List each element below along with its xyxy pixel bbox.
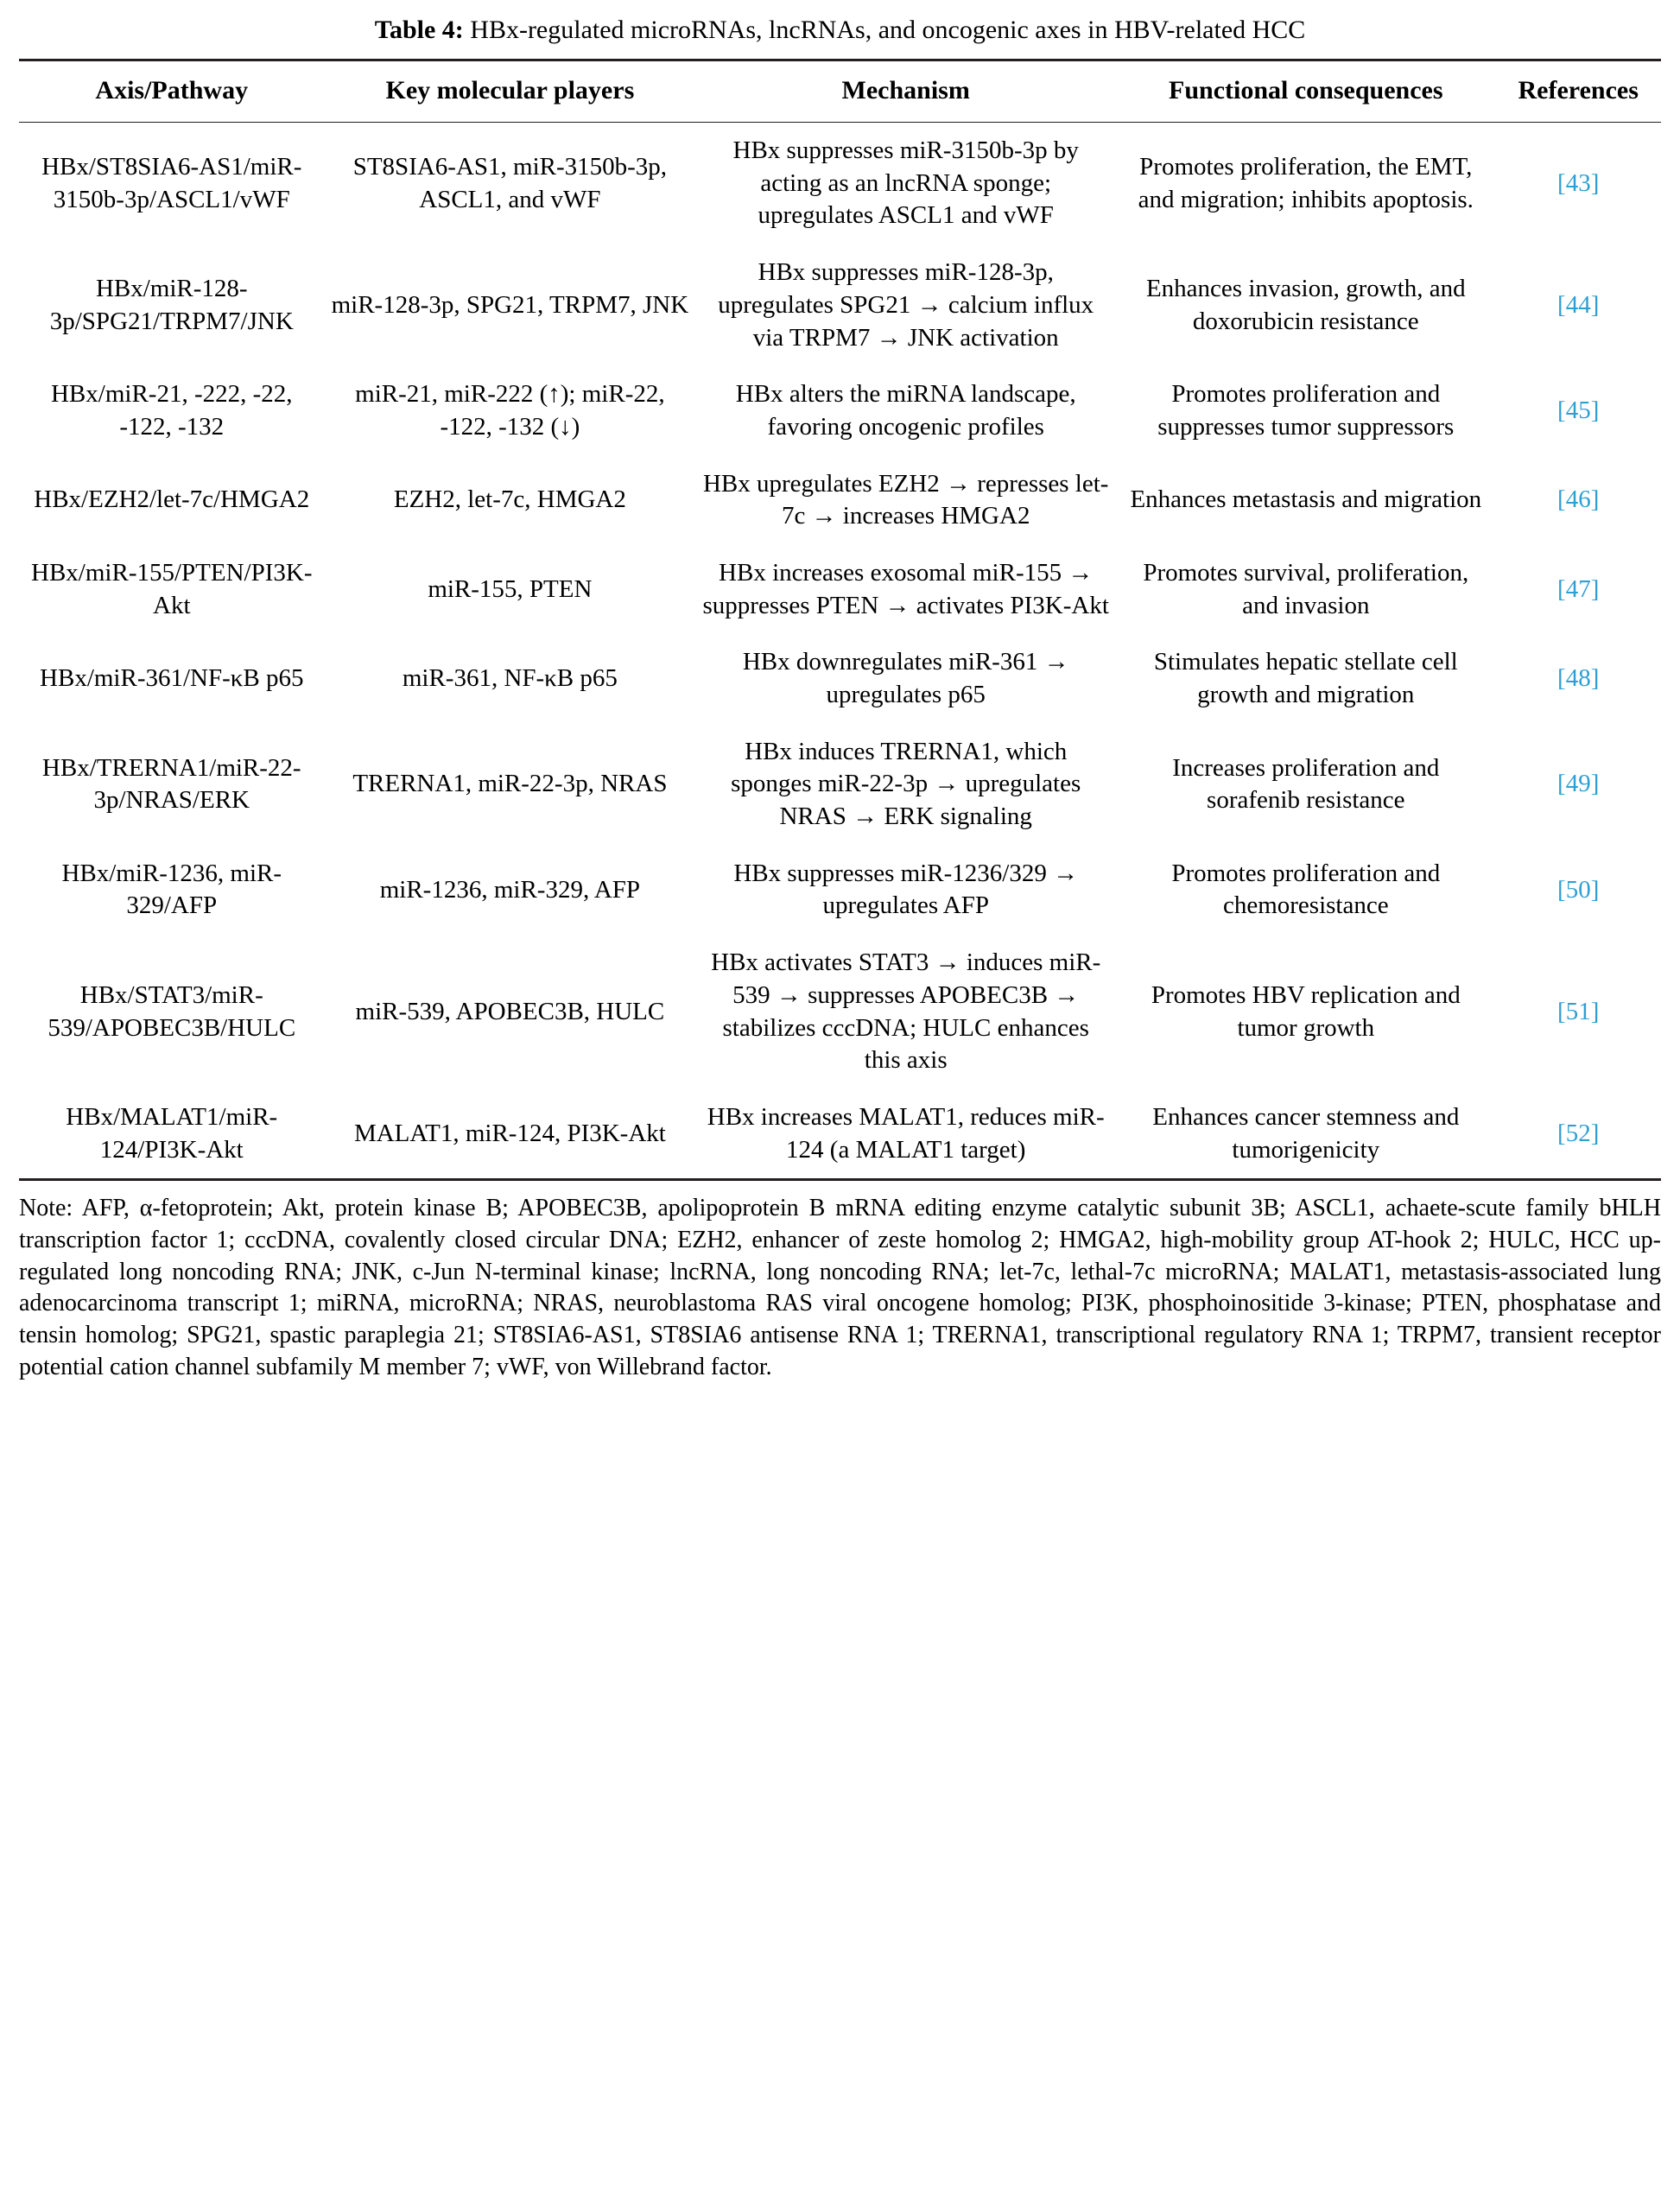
table-row bbox=[19, 634, 1661, 723]
cell-reference bbox=[1495, 724, 1661, 846]
cell-mechanism: HBx suppresses miR-3150b-3p by acting as an lncRNA sponge; upregulates ASCL1 and vWF bbox=[732, 136, 1079, 230]
cell-axis: HBx/TRERNA1/miR-22-3p/NRAS/ERK bbox=[41, 753, 301, 815]
cell-consequences: Enhances metastasis and migration bbox=[1130, 485, 1482, 514]
cell-mechanism: HBx activates STAT3 → induces miR-539 → suppresses APOBEC3B → stabilizes cccDNA; HULC enhances this axis bbox=[711, 948, 1101, 1075]
cell-players: miR-21, miR-222 (↑); miR-22, -122, -132 (↓) bbox=[355, 380, 665, 441]
cell-consequences: Promotes proliferation, the EMT, and migration; inhibits apoptosis. bbox=[1138, 152, 1474, 213]
table-row bbox=[19, 1089, 1661, 1180]
table-row bbox=[19, 123, 1661, 245]
cell-mechanism: HBx alters the miRNA landscape, favoring oncogenic profiles bbox=[735, 380, 1076, 441]
table-body bbox=[19, 123, 1661, 1180]
cell-axis: HBx/miR-128-3p/SPG21/TRPM7/JNK bbox=[49, 275, 294, 335]
cell-players: ST8SIA6-AS1, miR-3150b-3p, ASCL1, and vWF bbox=[352, 152, 668, 213]
table-caption-label: Table 4: bbox=[374, 16, 464, 44]
cell-axis: HBx/EZH2/let-7c/HMGA2 bbox=[34, 485, 310, 514]
cell-mechanism: HBx upregulates EZH2 → represses let-7c → increases HMGA2 bbox=[702, 469, 1109, 530]
reference-link[interactable]: [52] bbox=[1557, 1119, 1600, 1147]
cell-consequences: Stimulates hepatic stellate cell growth and migration bbox=[1153, 648, 1458, 709]
cell-mechanism: HBx suppresses miR-1236/329 → upregulates AFP bbox=[733, 859, 1079, 920]
table-row bbox=[19, 545, 1661, 634]
table-caption bbox=[19, 14, 1661, 47]
column-header-references: References bbox=[1495, 60, 1661, 123]
cell-mechanism: HBx suppresses miR-128-3p, upregulates SPG21 → calcium influx via TRPM7 → JNK activation bbox=[718, 258, 1094, 352]
cell-players: miR-1236, miR-329, AFP bbox=[379, 875, 641, 904]
cell-axis: HBx/miR-21, -222, -22, -122, -132 bbox=[50, 380, 293, 441]
cell-players: miR-155, PTEN bbox=[428, 574, 593, 603]
reference-link[interactable]: [47] bbox=[1557, 574, 1600, 603]
cell-axis: HBx/STAT3/miR-539/APOBEC3B/HULC bbox=[48, 980, 296, 1042]
reference-link[interactable]: [44] bbox=[1557, 290, 1600, 319]
cell-consequences: Promotes HBV replication and tumor growth bbox=[1151, 980, 1461, 1042]
cell-mechanism: HBx induces TRERNA1, which sponges miR-22-3p → upregulates NRAS → ERK signaling bbox=[731, 737, 1081, 831]
cell-reference bbox=[1495, 123, 1661, 245]
cell-players: miR-128-3p, SPG21, TRPM7, JNK bbox=[331, 290, 689, 319]
reference-link[interactable]: [48] bbox=[1557, 664, 1600, 693]
cell-mechanism: HBx downregulates miR-361 → upregulates p65 bbox=[742, 648, 1069, 709]
cell-players: EZH2, let-7c, HMGA2 bbox=[393, 485, 626, 514]
cell-consequences: Increases proliferation and sorafenib resistance bbox=[1172, 753, 1440, 815]
column-header-axis: Axis/Pathway bbox=[19, 60, 325, 123]
column-header-players: Key molecular players bbox=[325, 60, 696, 123]
reference-link[interactable]: [51] bbox=[1557, 997, 1600, 1025]
reference-link[interactable]: [49] bbox=[1557, 770, 1600, 798]
column-header-consequences: Functional consequences bbox=[1116, 60, 1495, 123]
cell-mechanism: HBx increases MALAT1, reduces miR-124 (a MALAT1 target) bbox=[695, 1089, 1116, 1180]
cell-players: miR-361, NF-κB p65 bbox=[402, 664, 618, 693]
table-caption-text: HBx-regulated microRNAs, lncRNAs, and oncogenic axes in HBV-related HCC bbox=[470, 16, 1306, 44]
cell-axis: HBx/miR-361/NF-κB p65 bbox=[40, 664, 304, 693]
table-header-row bbox=[19, 60, 1661, 123]
column-header-mechanism: Mechanism bbox=[695, 60, 1116, 123]
table-row bbox=[19, 935, 1661, 1089]
cell-players: TRERNA1, miR-22-3p, NRAS bbox=[352, 770, 668, 798]
cell-consequences: Promotes proliferation and suppresses tumor suppressors bbox=[1157, 380, 1455, 441]
reference-link[interactable]: [46] bbox=[1557, 485, 1600, 514]
cell-reference bbox=[1495, 366, 1661, 455]
cell-consequences: Promotes survival, proliferation, and invasion bbox=[1143, 558, 1469, 619]
table-row bbox=[19, 366, 1661, 455]
table-header bbox=[19, 60, 1661, 123]
cell-consequences: Enhances invasion, growth, and doxorubicin resistance bbox=[1145, 275, 1466, 335]
cell-reference bbox=[1495, 1089, 1661, 1180]
cell-consequences: Enhances cancer stemness and tumorigenicity bbox=[1116, 1089, 1495, 1180]
cell-axis: HBx/MALAT1/miR-124/PI3K-Akt bbox=[19, 1089, 325, 1180]
reference-link[interactable]: [45] bbox=[1557, 396, 1600, 425]
cell-reference bbox=[1495, 935, 1661, 1089]
cell-reference bbox=[1495, 244, 1661, 366]
table-row bbox=[19, 846, 1661, 935]
table-row bbox=[19, 456, 1661, 545]
cell-players: miR-539, APOBEC3B, HULC bbox=[355, 997, 665, 1025]
cell-reference bbox=[1495, 456, 1661, 545]
cell-axis: HBx/miR-155/PTEN/PI3K-Akt bbox=[31, 558, 313, 619]
data-table bbox=[19, 59, 1661, 1182]
cell-axis: HBx/miR-1236, miR-329/AFP bbox=[61, 859, 282, 920]
cell-reference bbox=[1495, 634, 1661, 723]
table-row bbox=[19, 724, 1661, 846]
cell-axis: HBx/ST8SIA6-AS1/miR-3150b-3p/ASCL1/vWF bbox=[41, 152, 302, 213]
cell-reference bbox=[1495, 846, 1661, 935]
table-row bbox=[19, 244, 1661, 366]
cell-players: MALAT1, miR-124, PI3K-Akt bbox=[325, 1089, 696, 1180]
reference-link[interactable]: [50] bbox=[1557, 875, 1600, 904]
table-footnote: Note: AFP, α-fetoprotein; Akt, protein kinase B; APOBEC3B, apolipoprotein B mRNA editing enzyme catalytic subunit 3B; ASCL1, achaete-scute family bHLH transcription factor 1; cccDNA, covalently closed circular DNA; EZH2, enhancer of zeste homolog 2; HMGA2, high-mobility group AT-hook 2; HULC, HCC up-regulated long noncoding RNA; JNK, c-Jun N-terminal kinase; lncRNA, long noncoding RNA; let-7c, lethal-7c microRNA; MALAT1, metastasis-associated lung adenocarcinoma transcript 1; miRNA, microRNA; NRAS, neuroblastoma RAS viral oncogene homolog; PI3K, phosphoinositide 3-kinase; PTEN, phosphatase and tensin homolog; SPG21, spastic paraplegia 21; ST8SIA6-AS1, ST8SIA6 antisense RNA 1; TRERNA1, transcriptional regulatory RNA 1; TRPM7, transient receptor potential cation channel subfamily M member 7; vWF, von Willebrand factor. bbox=[19, 1195, 1661, 1380]
cell-consequences: Promotes proliferation and chemoresistance bbox=[1171, 859, 1441, 920]
cell-reference bbox=[1495, 545, 1661, 634]
reference-link[interactable]: [43] bbox=[1557, 168, 1600, 197]
cell-mechanism: HBx increases exosomal miR-155 → suppresses PTEN → activates PI3K-Akt bbox=[702, 558, 1109, 619]
